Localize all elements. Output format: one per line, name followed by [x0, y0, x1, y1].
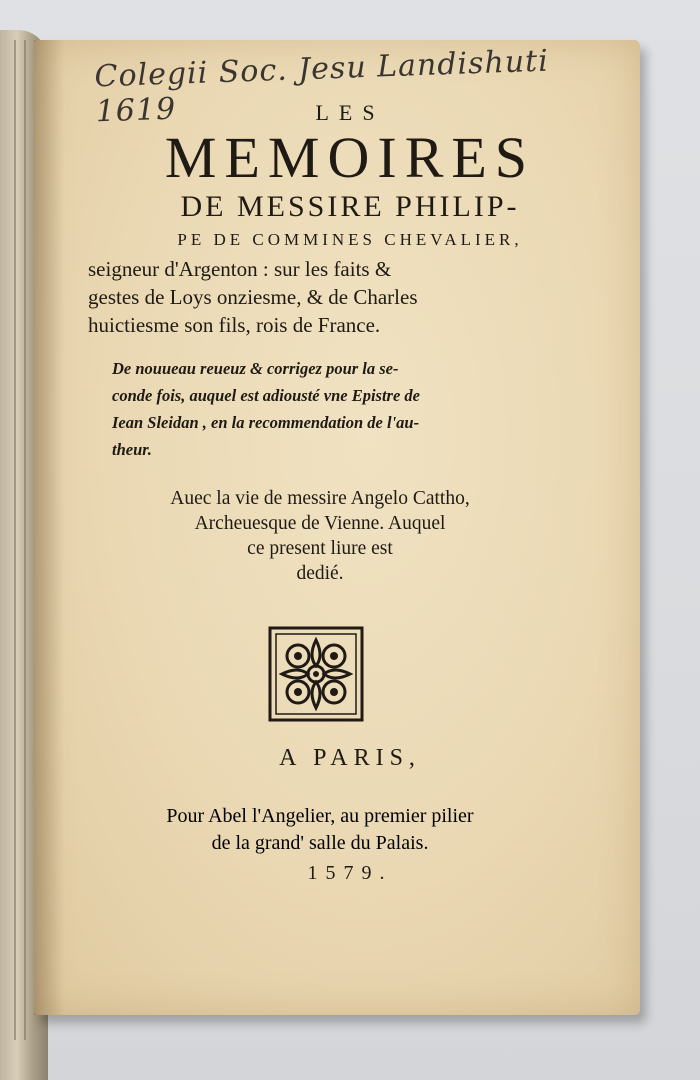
title-body-line: huictiesme son fils, rois de France. — [88, 313, 381, 337]
title-body-line: seigneur d'Argenton : sur les faits & — [88, 257, 392, 281]
title-body-line: gestes de Loys onziesme, & de Charles — [88, 285, 418, 309]
italic-line: theur. — [112, 440, 152, 459]
title-body — [88, 255, 528, 339]
handwritten-inscription: Colegii Soc. Jesu Landishuti 1619 — [93, 43, 550, 130]
dedication-line: Archeuesque de Vienne. Auquel — [194, 513, 446, 534]
dedication-block — [100, 486, 540, 586]
italic-line: De nouueau reueuz & corrigez pour la se- — [112, 359, 399, 378]
imprint-city: A PARIS, — [279, 745, 421, 771]
imprint-line: de la grand' salle du Palais. — [211, 832, 429, 854]
dedication-line: dedié. — [296, 563, 344, 584]
imprint-publisher — [100, 803, 540, 857]
italic-line: Iean Sleidan , en la recommendation de l'au- — [112, 413, 420, 432]
dedication-line: ce present liure est — [247, 538, 393, 559]
imprint-line: Pour Abel l'Angelier, au premier pilier — [166, 805, 474, 827]
title-memoires: MEMOIRES — [164, 125, 536, 190]
printer-ornament-icon — [268, 626, 364, 722]
title-les: LES — [315, 100, 385, 125]
title-line-2: PE DE COMMINES CHEVALIER, — [177, 230, 523, 249]
italic-line: conde fois, auquel est adiousté vne Epistre de — [112, 386, 420, 405]
dedication-line: Auec la vie de messire Angelo Cattho, — [170, 488, 470, 509]
title-line-1: DE MESSIRE PHILIP- — [180, 190, 520, 223]
imprint-year: 1579. — [307, 862, 393, 884]
italic-note — [112, 355, 532, 463]
